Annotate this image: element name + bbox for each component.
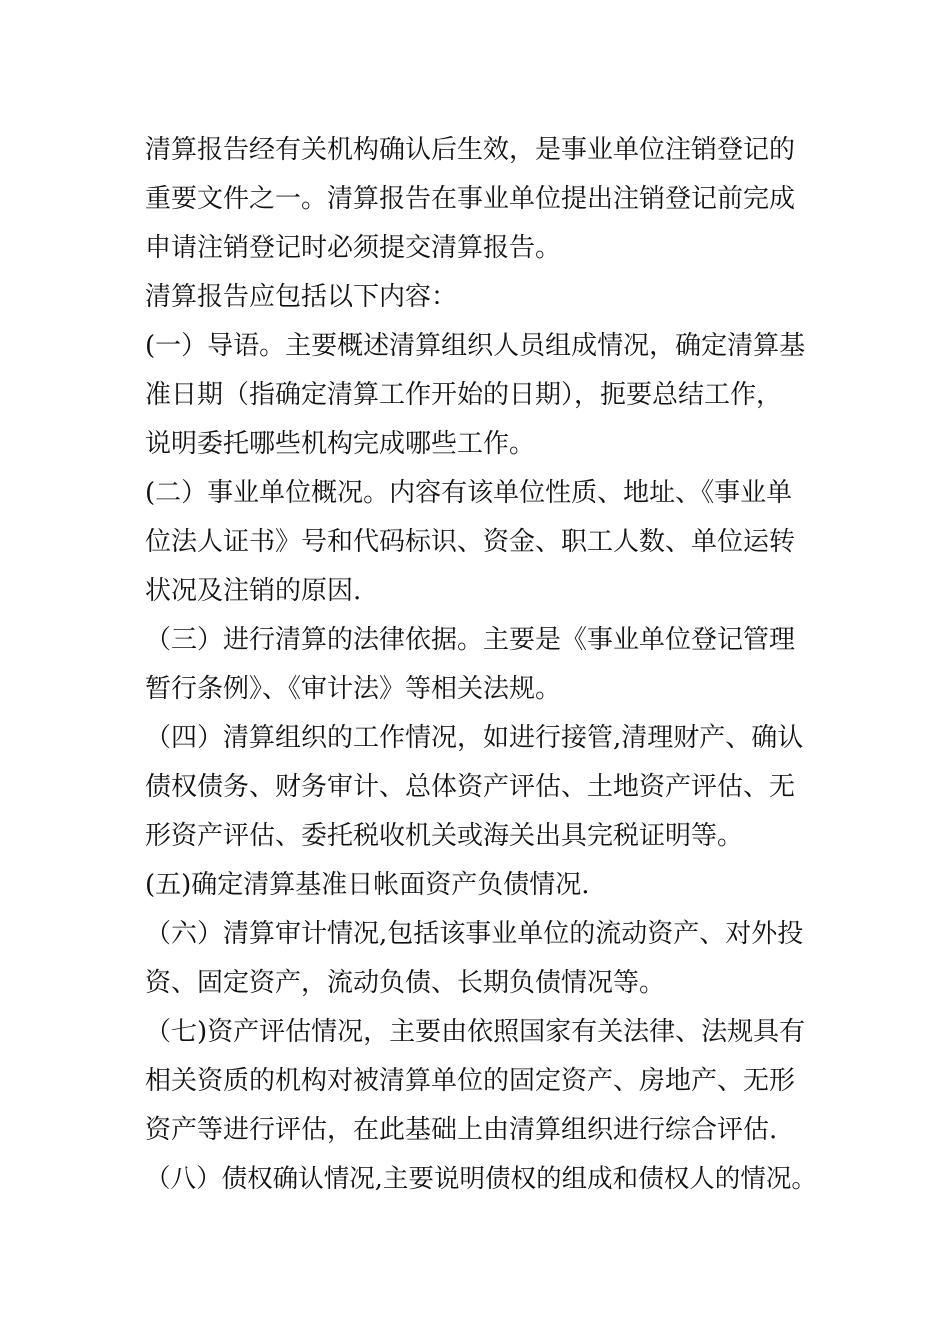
paragraph-item-3	[145, 616, 815, 714]
text-line: 暂行条例》、《审计法》等相关法规。	[145, 674, 562, 704]
text-line: 资产等进行评估，在此基础上由清算组织进行综合评估.	[145, 1115, 778, 1145]
paragraph-item-2	[145, 469, 815, 616]
paragraph-intro	[145, 126, 815, 273]
paragraph-contents-heading	[145, 273, 815, 322]
text-line: 债权债务、财务审计、总体资产评估、土地资产评估、无	[145, 772, 796, 802]
text-line: (五)确定清算基准日帐面资产负债情况.	[145, 870, 590, 900]
text-line: （三）进行清算的法律依据。主要是《事业单位登记管理	[145, 625, 796, 655]
text-line: (一）导语。主要概述清算组织人员组成情况，确定清算基	[145, 331, 806, 361]
text-line: (二）事业单位概况。内容有该单位性质、地址、《事业单	[145, 478, 793, 508]
document-body	[145, 126, 815, 1204]
text-line: 说明委托哪些机构完成哪些工作。	[145, 429, 536, 459]
text-line: 清算报告经有关机构确认后生效，是事业单位注销登记的	[145, 135, 796, 165]
text-line: （六）清算审计情况,包括该事业单位的流动资产、对外投	[145, 919, 804, 949]
paragraph-item-6	[145, 910, 815, 1008]
text-line: （八）债权确认情况,主要说明债权的组成和债权人的情况。	[145, 1164, 817, 1194]
text-line: 资、固定资产，流动负债、长期负债情况等。	[145, 968, 666, 998]
text-line: （七)资产评估情况，主要由依照国家有关法律、法规具有	[145, 1017, 806, 1047]
text-line: 清算报告应包括以下内容：	[145, 282, 458, 312]
paragraph-item-1	[145, 322, 815, 469]
paragraph-item-8	[145, 1155, 815, 1204]
paragraph-item-5	[145, 861, 815, 910]
text-line: 形资产评估、委托税收机关或海关出具完税证明等。	[145, 821, 744, 851]
text-line: 相关资质的机构对被清算单位的固定资产、房地产、无形	[145, 1066, 796, 1096]
text-line: 准日期（指确定清算工作开始的日期），扼要总结工作，	[145, 380, 783, 410]
text-line: （四）清算组织的工作情况，如进行接管,清理财产、确认	[145, 723, 804, 753]
text-line: 重要文件之一。清算报告在事业单位提出注销登记前完成	[145, 184, 796, 214]
text-line: 申请注销登记时必须提交清算报告。	[145, 233, 562, 263]
text-line: 状况及注销的原因.	[145, 576, 362, 606]
paragraph-item-7	[145, 1008, 815, 1155]
paragraph-item-4	[145, 714, 815, 861]
text-line: 位法人证书》号和代码标识、资金、职工人数、单位运转	[145, 527, 796, 557]
